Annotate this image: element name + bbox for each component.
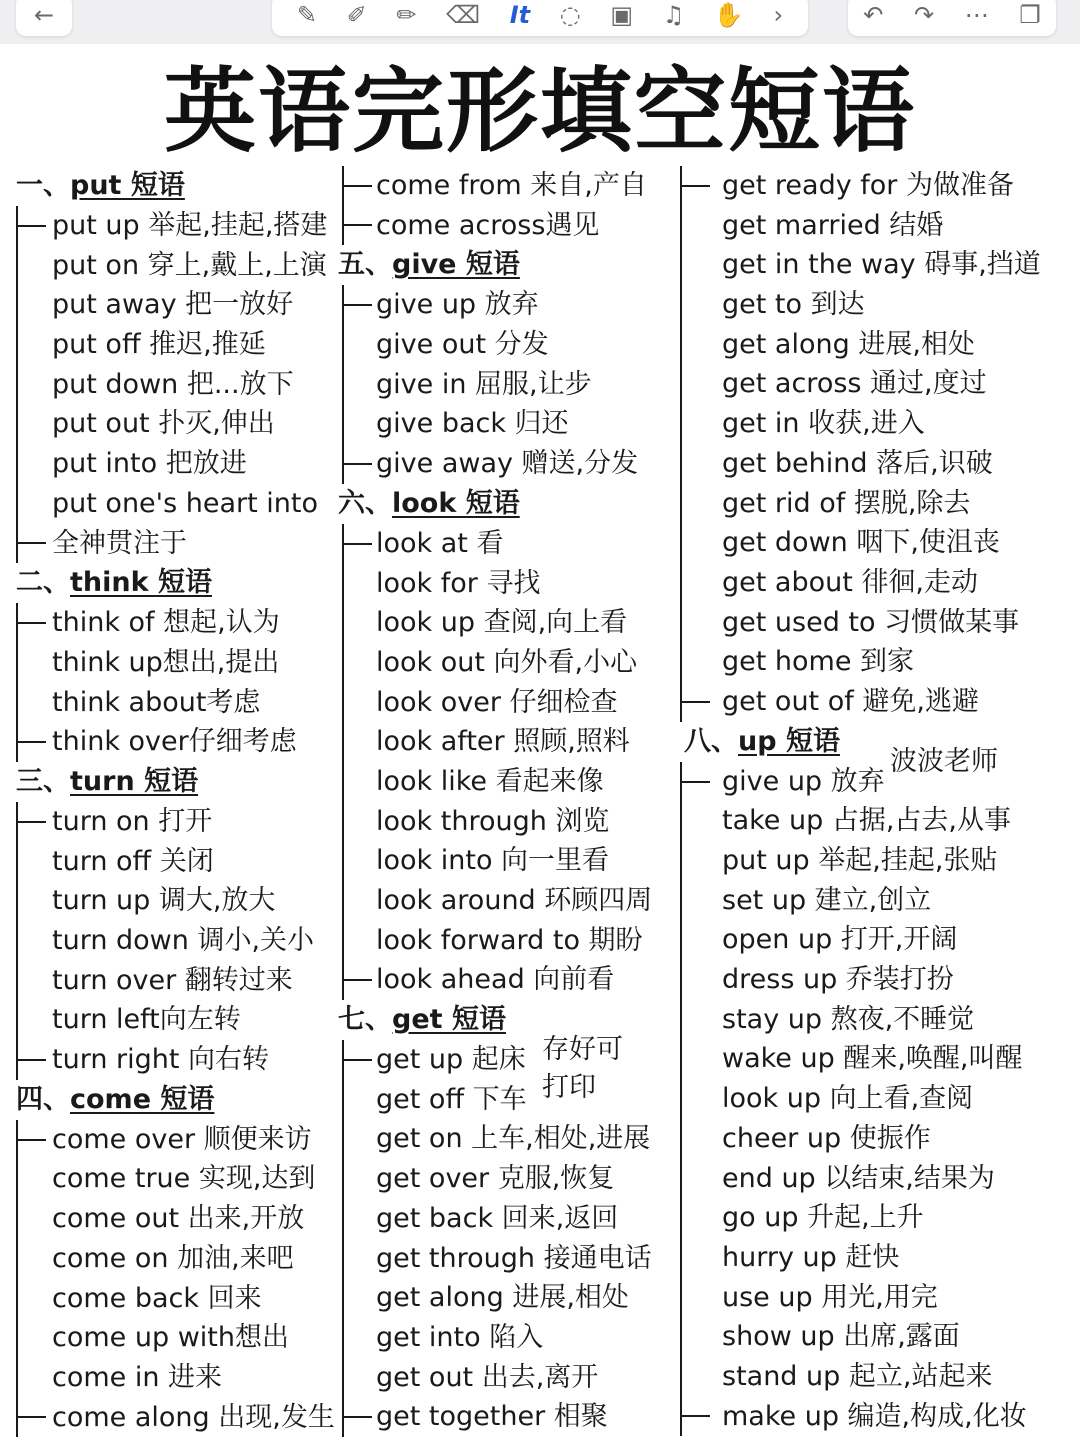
section-topic: think 短语 [70,567,212,599]
back-arrow-icon: ← [33,1,55,29]
chevron-right-icon[interactable]: › [773,1,784,29]
phrase-item: put away 把一放好 [52,289,294,321]
phrase-item: get along 进展,相处 [722,328,975,360]
section-number: 五、 [338,249,392,281]
phrase-item: get ready for 为做准备 [722,170,1014,201]
phrase-item: put one's heart into [52,487,318,519]
phrase-item: look ahead 向前看 [376,964,615,996]
section-number: 三、 [16,765,70,797]
phrase-item: get home 到家 [722,646,915,678]
continued-phrase-group [342,166,668,245]
phrase-item: get out 出去,离开 [376,1361,599,1393]
phrase-item: turn right 向右转 [52,1044,270,1076]
phrase-item: end up 以结束,结果为 [722,1162,995,1194]
author-signature: 波波老师 [890,746,998,777]
section-heading [16,563,338,603]
phrase-group [16,1120,338,1438]
phrase-item: set up 建立,创立 [722,884,932,916]
section-topic: turn 短语 [70,765,199,797]
section-number: 四、 [16,1083,70,1115]
section-heading [16,762,338,802]
phrase-item: put into 把放进 [52,448,247,480]
phrase-item: turn up 调大,放大 [52,885,276,917]
phrase-item: dress up 乔装打扮 [722,964,954,996]
phrase-item: come true 实现,达到 [52,1163,316,1195]
phrase-item: look up 向上看,查阅 [722,1083,974,1115]
phrase-item: give up 放弃 [722,765,885,797]
save-print-note-line1: 存好可 [542,1034,623,1065]
phrase-item: cheer up 使振作 [722,1122,931,1154]
phrase-item: come in 进来 [52,1361,223,1393]
section-number: 七、 [338,1004,392,1036]
phrase-group [342,285,668,483]
phrase-item: look around 环顾四周 [376,885,653,916]
continued-phrase-group [680,166,1064,722]
drawing-tools-bar [272,0,808,36]
phrase-item: stand up 起立,站起来 [722,1360,993,1392]
section-topic: come 短语 [70,1083,215,1115]
pen-icon[interactable]: ✎ [296,1,317,29]
phrase-group [342,1040,668,1437]
column-2 [338,166,668,1437]
phrase-item: turn left向左转 [52,1004,241,1036]
phrase-item: turn over 翻转过来 [52,964,293,996]
phrase-item: use up 用光,用完 [722,1281,938,1313]
phrase-item: get through 接通电话 [376,1242,652,1274]
phrase-item: get together 相聚 [376,1401,608,1433]
phrase-item: get in the way 碍事,挡道 [722,249,1041,281]
phrase-item: think about考虑 [52,686,261,718]
phrase-item: 全神贯注于 [52,527,187,559]
edit-actions-bar [848,0,1056,36]
phrase-item: get on 上车,相处,进展 [376,1123,651,1155]
phrase-item: get off 下车 [376,1083,527,1115]
back-button[interactable] [16,0,72,36]
phrase-item: give up 放弃 [376,289,539,321]
section-topic: up 短语 [738,725,840,757]
phrase-item: come back 回来 [52,1282,262,1314]
section-topic: put 短语 [70,170,185,201]
phrase-item: put up 举起,挂起,张贴 [722,845,998,876]
phrase-item: hurry up 赶快 [722,1241,900,1273]
phrase-group [16,206,338,563]
phrase-item: come over 顺便来访 [52,1123,312,1155]
save-print-note-line2: 打印 [542,1072,596,1103]
section-number: 六、 [338,487,392,519]
image-icon[interactable]: ▣ [610,1,634,29]
phrase-group [342,524,668,1000]
section-topic: give 短语 [392,249,520,281]
hand-icon[interactable]: ✋ [713,1,744,29]
phrase-item: give back 归还 [376,408,569,440]
phrase-item: come on 加油,来吧 [52,1242,294,1274]
phrase-item: get up 起床 [376,1044,526,1076]
phrase-item: put off 推迟,推延 [52,329,266,361]
mic-icon[interactable]: ♫ [662,1,685,29]
phrase-item: put down 把...放下 [52,368,294,400]
phrase-item: get used to 习惯做某事 [722,606,1020,638]
phrase-item: make up 编造,构成,化妆 [722,1400,1027,1432]
phrase-item: look into 向一里看 [376,845,610,877]
section-heading [684,722,1064,762]
phrase-item: open up 打开,开阔 [722,924,958,956]
phrase-group [16,802,338,1080]
more-icon[interactable]: ⋯ [964,1,989,29]
phrase-item: get across 通过,度过 [722,368,987,400]
section-heading [16,1080,338,1120]
app-toolbar [0,0,1080,44]
phrase-item: look like 看起来像 [376,765,604,797]
phrase-group [680,762,1064,1437]
phrase-item: get along 进展,相处 [376,1282,629,1314]
phrase-item: turn on 打开 [52,805,213,837]
phrase-item: go up 升起,上升 [722,1202,924,1234]
section-heading [338,245,668,285]
phrase-item: wake up 醒来,唤醒,叫醒 [722,1043,1023,1075]
phrase-item: show up 出席,露面 [722,1321,960,1353]
phrase-item: give away 赠送,分发 [376,448,639,480]
column-3 [684,166,1064,1436]
section-topic: get 短语 [392,1004,506,1036]
phrase-item: look through 浏览 [376,805,610,837]
phrase-item: get about 徘徊,走动 [722,566,978,598]
phrase-item: turn down 调小,关小 [52,925,315,956]
phrase-item: get down 咽下,使沮丧 [722,527,1000,559]
phrase-item: give in 屈服,让步 [376,368,592,400]
phrase-item: come from 来自,产自 [376,170,647,201]
pages-icon[interactable]: ❐ [1019,1,1041,29]
section-number: 八、 [684,725,738,757]
pencil-icon[interactable]: ✐ [346,1,367,29]
redo-icon[interactable]: ↷ [913,1,935,29]
section-heading [338,484,668,524]
section-heading [16,166,338,206]
phrase-item: take up 占据,占去,从事 [722,805,1011,837]
phrase-item: look forward to 期盼 [376,924,643,956]
phrase-item: put out 扑灭,伸出 [52,408,275,440]
phrase-item: get back 回来,返回 [376,1202,619,1234]
phrase-item: get over 克服,恢复 [376,1163,615,1195]
text-tool-icon[interactable]: It [509,1,531,29]
phrase-item: put up 举起,挂起,搭建 [52,210,328,241]
column-1 [16,166,338,1437]
phrase-item: look for 寻找 [376,567,541,599]
phrase-item: think up想出,提出 [52,646,280,678]
phrase-item: get married 结婚 [722,209,944,241]
phrase-item: come up with想出 [52,1322,289,1354]
lasso-icon[interactable]: ◌ [559,1,581,29]
phrase-item: come across遇见 [376,209,600,241]
phrase-item: get behind 落后,识破 [722,447,993,479]
phrase-item: look out 向外看,小心 [376,646,638,678]
phrase-item: think over仔细考虑 [52,726,297,758]
phrase-item: get into 陷入 [376,1321,544,1353]
phrase-item: turn off 关闭 [52,845,214,877]
phrase-item: get in 收获,进入 [722,408,925,440]
phrase-item: stay up 熬夜,不睡觉 [722,1003,975,1035]
phrase-item: put on 穿上,戴上,上演 [52,249,327,281]
phrase-item: get out of 避免,逃避 [722,685,979,717]
phrase-item: think of 想起,认为 [52,607,280,639]
phrase-group [16,603,338,762]
section-topic: look 短语 [392,487,520,519]
phrase-item: get rid of 摆脱,除去 [722,487,971,519]
undo-icon[interactable]: ↶ [863,1,884,29]
phrase-item: come out 出来,开放 [52,1203,305,1235]
highlighter-icon[interactable]: ✏ [396,1,417,29]
eraser-icon[interactable]: ⌫ [446,1,481,29]
phrase-item: come along 出现,发生 [52,1401,335,1433]
page-title: 英语完形填空短语 [163,58,916,165]
phrase-item: look up 查阅,向上看 [376,607,628,639]
phrase-item: look after 照顾,照料 [376,726,630,758]
phrase-item: look over 仔细检查 [376,686,618,718]
section-number: 二、 [16,567,70,599]
phrase-item: give out 分发 [376,329,549,361]
phrase-item: look at 看 [376,527,504,559]
phrase-item: get to 到达 [722,289,865,321]
section-number: 一、 [16,170,70,201]
